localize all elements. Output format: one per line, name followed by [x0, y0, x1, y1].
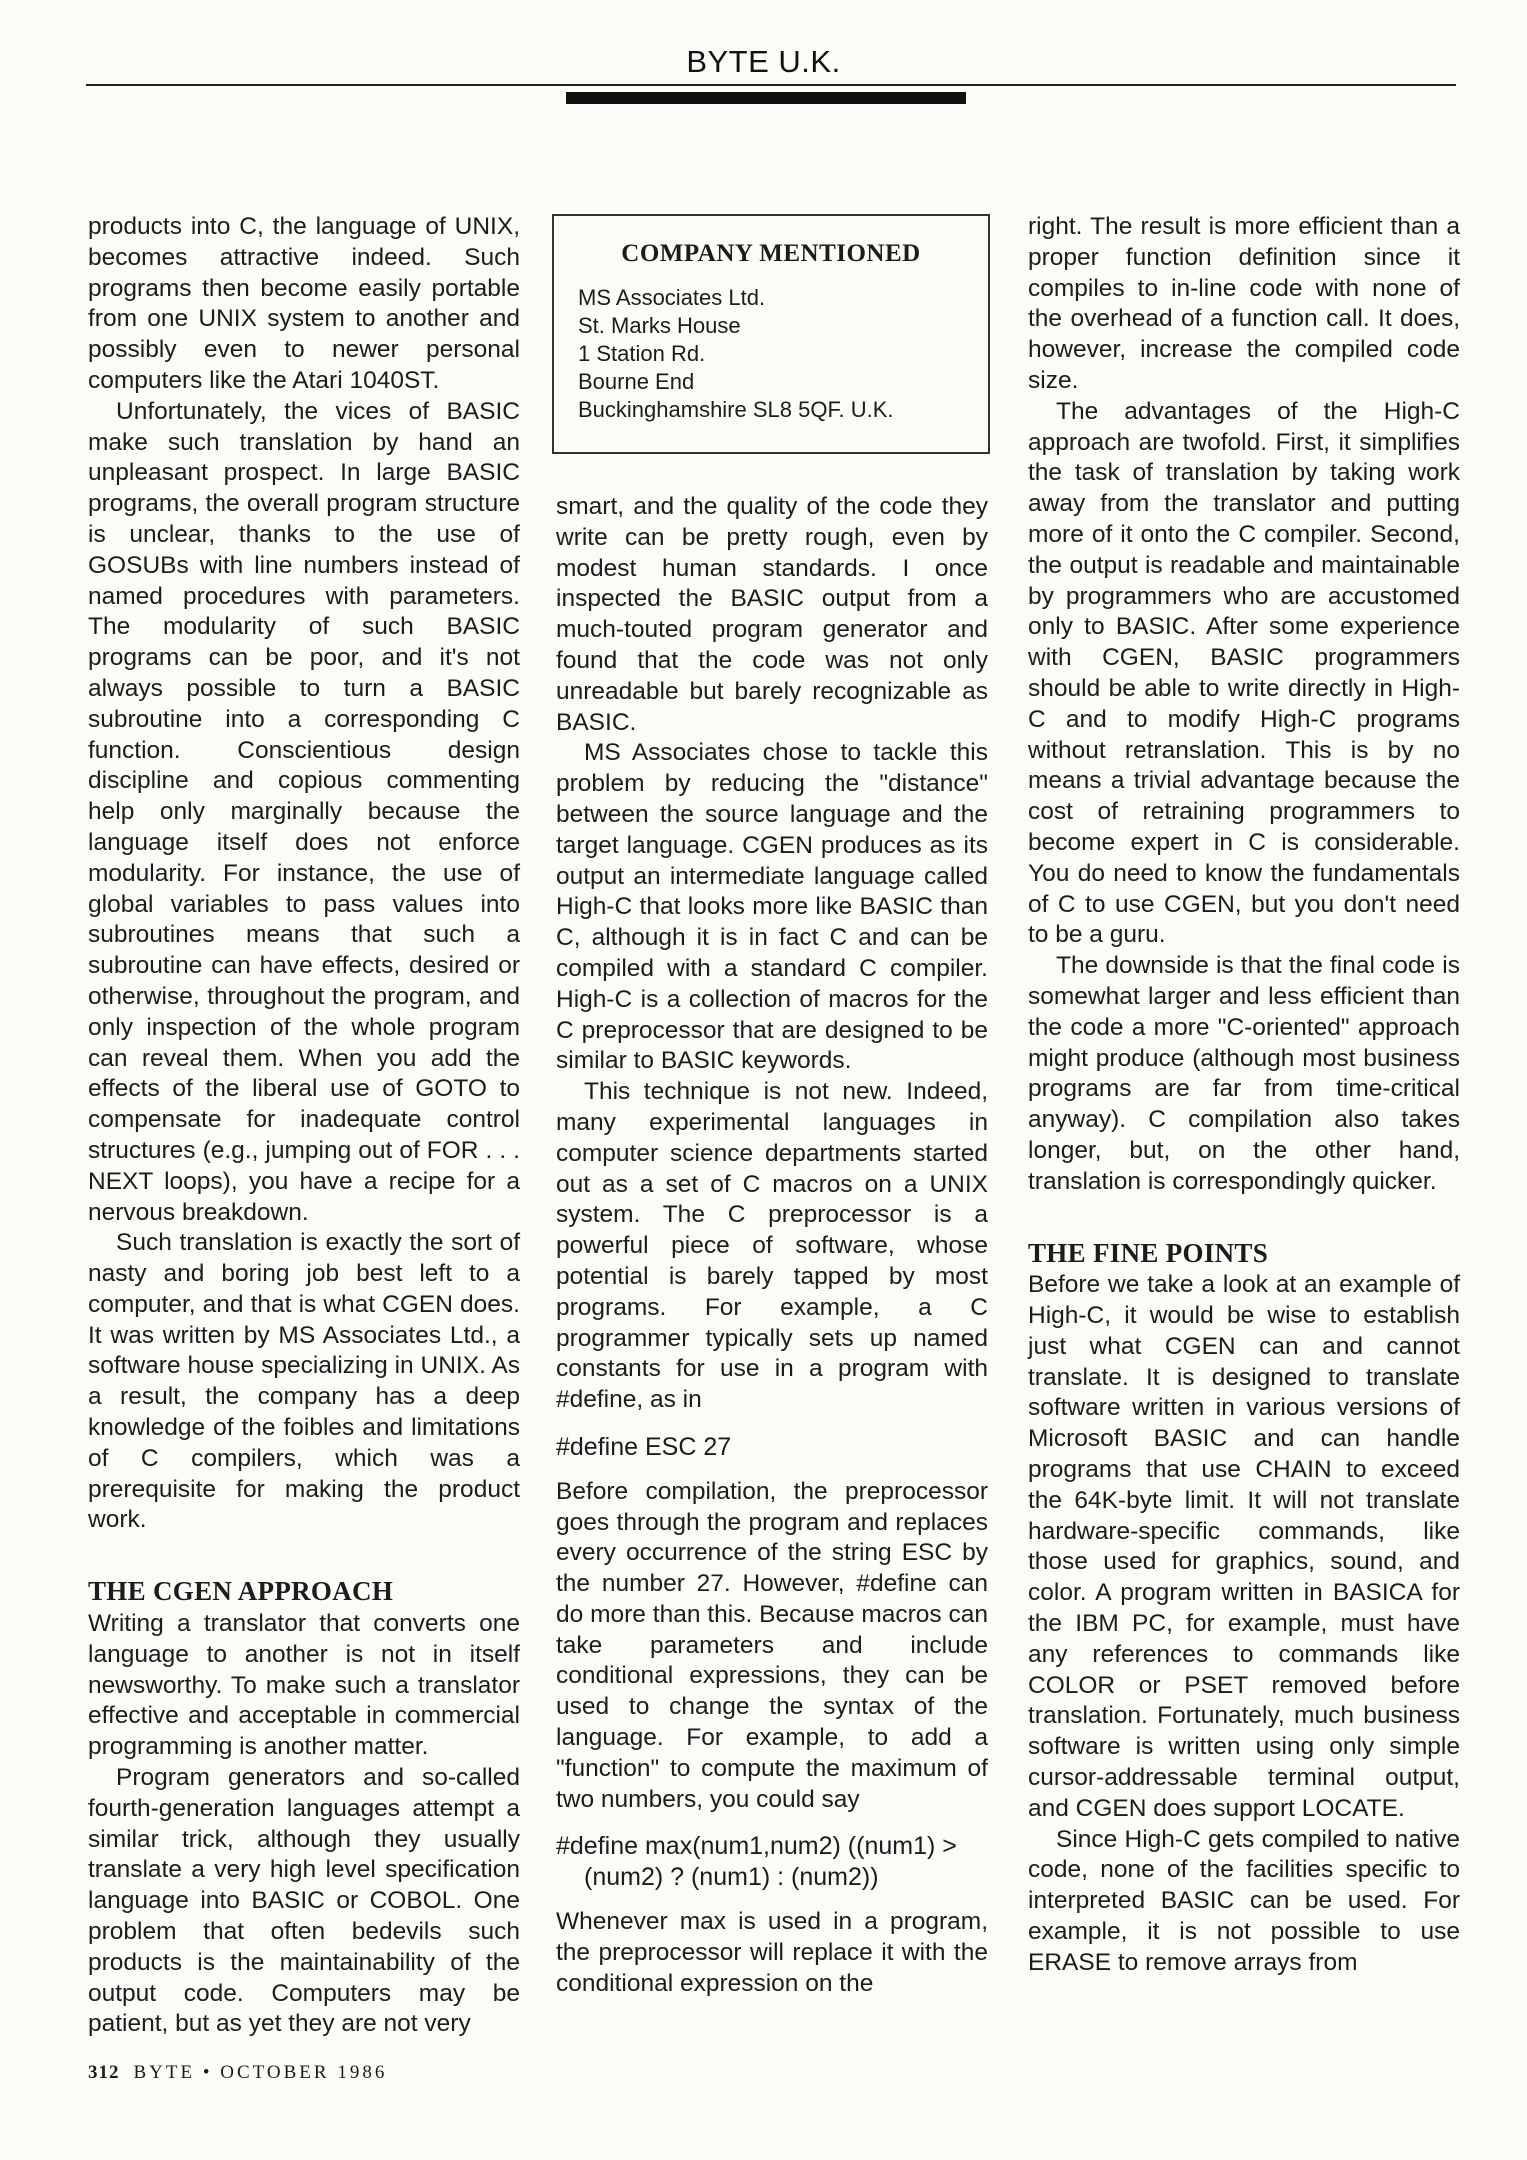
paragraph: right. The result is more efficient than a proper function definition since it compiles to in-line code with none of the overhead of a function call. It does, however, increase the compiled code size.	[1028, 213, 1460, 394]
section-heading-fine-points: THE FINE POINTS	[1028, 1237, 1269, 1268]
code-example	[556, 1432, 988, 1463]
paragraph: MS Associates chose to tackle this problem by reducing the "distance" between the source language and the target language. CGEN produces as its output an intermediate language called High-C that looks more like BASIC than C, although it is in fact C and can be compiled with a standard C compiler. High-C is a collection of macros for the C preprocessor that are designed to be similar to BASIC keywords.	[556, 739, 988, 1075]
paragraph: Writing a translator that converts one language to another is not in itself newsworthy. To make such a translator effective and acceptable in commercial programming is another matter.	[88, 1610, 520, 1761]
paragraph: The advantages of the High-C approach are twofold. First, it simplifies the task of translation by taking work away from the translator and putting more of it onto the C compiler. Second, the output is readable and maintainable by programmers who are accustomed only to BASIC. After some experience with CGEN, BASIC programmers should be able to write directly in High-C and to modify High-C programs without retranslation. This is by no means a trivial advantage because the cost of retraining programmers to become expert in C is considerable. You do need to know the fundamentals of C to use CGEN, but you don't need to be a guru.	[1028, 397, 1460, 949]
code-example	[556, 1831, 988, 1893]
company-mentioned-box	[552, 214, 990, 454]
running-header: BYTE U.K.	[686, 44, 841, 79]
code-line: #define max(num1,num2) ((num1) >	[556, 1832, 957, 1861]
box-line: Bourne End	[578, 369, 695, 394]
box-line: MS Associates Ltd.	[578, 285, 766, 310]
paragraph: This technique is not new. Indeed, many experimental languages in computer science departments started out as a set of C macros on a UNIX system. The C preprocessor is a powerful piece of software, whose potential is barely tapped by most programs. For example, a C programmer typically sets up named constants for use in a program with #define, as in	[556, 1078, 988, 1414]
paragraph: Program generators and so-called fourth-generation languages attempt a similar trick, although they usually translate a very high level specification language into BASIC or COBOL. One problem that often bedevils such products is the maintainability of the output code. Computers may be patient, but as yet they are not very	[88, 1764, 520, 2038]
paragraph: The downside is that the final code is somewhat larger and less efficient than the code a more "C-oriented" approach might produce (although most business programs are far from time-critical anyway). C compilation also takes longer, but, on the other hand, translation is correspondingly quicker.	[1028, 952, 1460, 1195]
paragraph: products into C, the language of UNIX, becomes attractive indeed. Such programs then become easily portable from one UNIX system to another and possibly even to newer personal computers like the Atari 1040ST.	[88, 213, 520, 394]
column-2	[556, 492, 988, 1999]
paragraph: Whenever max is used in a program, the preprocessor will replace it with the conditional expression on the	[556, 1908, 988, 1997]
paragraph: Unfortunately, the vices of BASIC make such translation by hand an unpleasant prospect. In large BASIC programs, the overall program structure is unclear, thanks to the use of GOSUBs with line numbers instead of named procedures with parameters. The modularity of such BASIC programs can be poor, and it's not always possible to turn a BASIC subroutine into a corresponding C function. Conscientious design discipline and copious commenting help only marginally because the language itself does not enforce modularity. For instance, the use of global variables to pass values into subroutines means that such a subroutine can have effects, desired or otherwise, throughout the program, and only inspection of the whole program can reveal them. When you add the effects of the liberal use of GOTO to compensate for inadequate control structures (e.g., jumping out of FOR . . . NEXT loops), you have a recipe for a nervous breakdown.	[88, 397, 520, 1226]
header-bar	[566, 92, 966, 104]
column-1	[88, 212, 520, 2040]
paragraph: Before compilation, the preprocessor goes through the program and replaces every occurrence of the string ESC by the number 27. However, #define can do more than this. Because macros can take parameters and include conditional expressions, they can be used to change the syntax of the language. For example, to add a "function" to compute the maximum of two numbers, you could say	[556, 1477, 988, 1813]
section-heading-cgen-approach: THE CGEN APPROACH	[88, 1576, 394, 1607]
paragraph: Since High-C gets compiled to native code, none of the facilities specific to interpreted BASIC can be used. For example, it is not possible to use ERASE to remove arrays from	[1028, 1825, 1460, 1976]
header-rule	[86, 84, 1456, 86]
box-line: St. Marks House	[578, 313, 741, 338]
code-line: (num2) ? (num1) : (num2))	[584, 1863, 879, 1892]
box-line: 1 Station Rd.	[578, 341, 706, 366]
page-footer	[88, 2062, 387, 2084]
footer-text: BYTE • OCTOBER 1986	[133, 2062, 388, 2083]
box-line: Buckinghamshire SL8 5QF. U.K.	[578, 397, 894, 422]
page-number: 312	[88, 2062, 120, 2083]
paragraph: Before we take a look at an example of High-C, it would be wise to establish just what CGEN can and cannot translate. It is designed to translate software written in various versions of Microsoft BASIC and can handle programs that use CHAIN to exceed the 64K-byte limit. It will not translate hardware-specific commands, like those used for graphics, sound, and color. A program written in BASICA for the IBM PC, for example, must have any references to commands like COLOR or PSET removed before translation. Fortunately, much business software is written using only simple cursor-addressable terminal output, and CGEN does support LOCATE.	[1028, 1271, 1460, 1822]
paragraph: Such translation is exactly the sort of nasty and boring job best left to a computer, and that is what CGEN does. It was written by MS Associates Ltd., a software house specializing in UNIX. As a result, the company has a deep knowledge of the foibles and limitations of C compilers, which was a prerequisite for making the product work.	[88, 1229, 520, 1534]
code-line: #define ESC 27	[556, 1432, 732, 1461]
paragraph: smart, and the quality of the code they write can be pretty rough, even by modest human standards. I once inspected the BASIC output from a much-touted program generator and found that the code was not only unreadable but barely recognizable as BASIC.	[556, 493, 988, 736]
box-title: COMPANY MENTIONED	[621, 240, 921, 267]
column-3	[1028, 212, 1460, 1979]
